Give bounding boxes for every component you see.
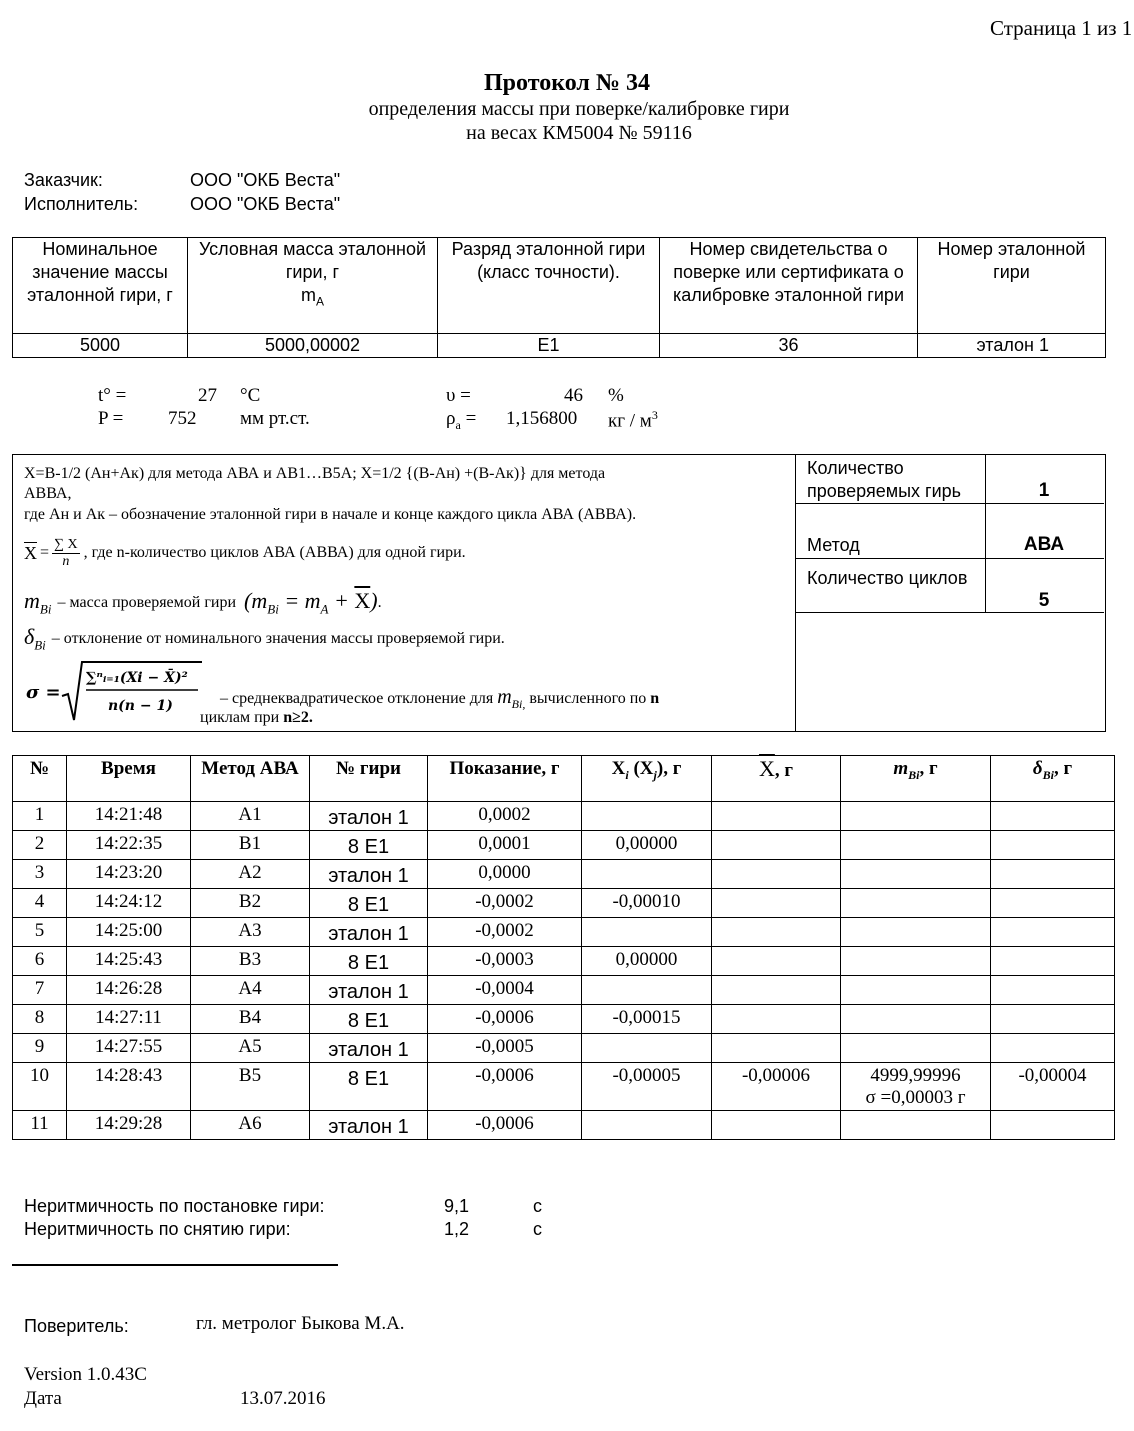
sigma-description-line-2 [200,709,313,727]
cell-number: 11 [13,1111,67,1140]
date-value: 13.07.2016 [240,1388,326,1409]
rhythm-remove-label: Неритмичность по снятию гири: [24,1219,291,1239]
air-density-unit [608,408,658,432]
cycles-label: Количество циклов [807,568,968,588]
svg-text:σ =: σ = [26,682,61,703]
cell-number: 1 [13,802,67,831]
customer-label: Заказчик: [24,170,103,190]
air-density-unit-text: кг / м [608,410,652,432]
page-number: Страница 1 из 1 [990,16,1133,40]
date-label: Дата [24,1388,62,1409]
cell-reading: -0,0006 [428,1005,582,1034]
side-divider-2 [795,558,1104,559]
svg-text:n(n − 1): n(n − 1) [108,698,173,714]
cell-time: 14:24:12 [67,889,191,918]
side-divider-vertical [985,454,986,612]
cell-weight: эталон 1 [310,918,428,947]
cell-reading: -0,0002 [428,889,582,918]
reference-weight-table [12,237,1106,358]
ref-cell-nominal: 5000 [13,334,188,358]
cell-x-mean [712,831,841,860]
executor-label: Исполнитель: [24,194,139,214]
cell-m [841,1063,991,1111]
cell-weight: 8 E1 [310,1005,428,1034]
cell-time: 14:25:43 [67,947,191,976]
formula-line-1: X=B-1/2 (Ан+Ак) для метода АВА и АВ1…В5А; X=1/2 {(B-Ан) +(B-Ак)} для метода [24,465,606,482]
humidity-unit: % [608,385,624,406]
air-density-equals: = [465,408,477,429]
cell-x: 0,00000 [582,947,712,976]
deviation-description: – отклонение от номинального значения массы проверяемой гири. [51,629,505,647]
table-row [13,1063,1115,1111]
sigma-description-text1: – среднеквадратическое отклонение для [220,690,494,707]
cell-time: 14:22:35 [67,831,191,860]
cell-number: 10 [13,1063,67,1111]
side-divider-3 [795,612,1104,613]
humidity-label: υ = [446,385,471,406]
cell-x-mean [712,947,841,976]
count-label: Количество проверяемых гирь [807,458,962,501]
air-density-unit-exponent: 3 [651,408,658,422]
sigma-description-condition: n≥2. [283,709,313,726]
ref-header-ma-symbol: m [300,285,316,305]
cell-reading: -0,0002 [428,918,582,947]
cell-x [582,918,712,947]
table-row [13,802,1115,831]
air-density-symbol: ρ [446,408,456,429]
cell-weight: 8 E1 [310,889,428,918]
cell-method: A2 [191,860,310,889]
cell-x [582,976,712,1005]
deviation-formula: $\delta_{Bi}$ – отклонение от номинального значения массы проверяемой гири. [24,624,505,653]
ref-header-conventional-mass-text: Условная масса эталонной гири, г [198,239,427,282]
cell-weight: эталон 1 [310,976,428,1005]
ref-header-ma-subscript: A [315,294,324,309]
version-label: Version 1.0.43C [24,1364,147,1385]
cell-number: 9 [13,1034,67,1063]
cell-method: B3 [191,947,310,976]
side-divider-1 [795,503,1104,504]
ref-header-nominal: Номинальное значение массы эталонной гири, г [13,238,188,334]
cell-time: 14:27:55 [67,1034,191,1063]
cell-m [841,831,991,860]
cell-reading: -0,0004 [428,976,582,1005]
cell-reading: -0,0005 [428,1034,582,1063]
col-header-reading: Показание, г [428,756,582,802]
sigma-formula-graphic [24,658,204,724]
cell-sigma-value: σ =0,00003 г [865,1087,966,1108]
verifier-label: Поверитель: [24,1316,129,1336]
cell-m [841,947,991,976]
cell-number: 3 [13,860,67,889]
air-density-label [446,408,476,433]
cell-delta [991,831,1115,860]
cell-method: B2 [191,889,310,918]
table-row [13,1005,1115,1034]
table-row [13,860,1115,889]
ref-header-class: Разряд эталонной гири (класс точности). [438,238,660,334]
document-subtitle-1: определения массы при поверке/калибровке гири [368,98,790,120]
mean-fraction [52,537,80,570]
air-density-value: 1,156800 [506,408,578,429]
cell-x: -0,00015 [582,1005,712,1034]
humidity-value: 46 [564,385,583,406]
col-header-delta: $\delta_{Bi}$, г [991,756,1115,802]
ref-cell-number: эталон 1 [918,334,1106,358]
cell-time: 14:23:20 [67,860,191,889]
ref-header-certificate: Номер свидетельства о поверке или сертификата о калибровке эталонной гири [660,238,918,334]
cell-m [841,1111,991,1140]
cell-m [841,1034,991,1063]
cell-delta [991,1034,1115,1063]
cell-x-mean [712,918,841,947]
svg-text:∑ⁿᵢ₌₁(Xi − X̄)²: ∑ⁿᵢ₌₁(Xi − X̄)² [86,670,188,686]
temperature-unit: °C [240,385,261,406]
air-density-subscript: a [455,417,461,432]
pressure-unit: мм рт.ст. [240,408,310,429]
cell-time: 14:21:48 [67,802,191,831]
temperature-label: t° = [98,385,127,406]
document-subtitle-2: на весах КМ5004 № 59116 [466,122,692,144]
cell-method: A5 [191,1034,310,1063]
cell-method: A6 [191,1111,310,1140]
verifier-name: гл. метролог Быкова М.А. [196,1313,405,1334]
cell-delta: -0,00004 [991,1063,1115,1111]
cell-m [841,976,991,1005]
mass-description: – масса проверяемой гири [57,593,237,611]
ref-cell-mass: 5000,00002 [188,334,438,358]
cell-x: -0,00010 [582,889,712,918]
cell-delta [991,1111,1115,1140]
ref-header-conventional-mass [188,238,438,334]
cell-time: 14:29:28 [67,1111,191,1140]
cell-x: 0,00000 [582,831,712,860]
rhythm-place-value: 9,1 [444,1196,470,1216]
cell-m-value: 4999,99996 [870,1065,961,1086]
cell-x-mean [712,1034,841,1063]
pressure-label: P = [98,408,124,429]
mean-fraction-numerator: ∑ X [54,536,78,552]
sigma-description-text3: циклам при [200,709,280,726]
cell-x-mean [712,802,841,831]
customer-value: ООО "ОКБ Веста" [190,170,341,190]
cell-x [582,1111,712,1140]
cell-number: 6 [13,947,67,976]
mean-fraction-denominator: n [62,553,70,569]
executor-value: ООО "ОКБ Веста" [190,194,341,214]
cell-reading: 0,0002 [428,802,582,831]
cell-weight: эталон 1 [310,802,428,831]
cell-reading: -0,0006 [428,1063,582,1111]
cell-reading: 0,0001 [428,831,582,860]
cell-time: 14:26:28 [67,976,191,1005]
col-header-weight: № гири [310,756,428,802]
rhythm-remove-unit: с [533,1219,542,1239]
cell-delta [991,947,1115,976]
cell-x-mean [712,860,841,889]
mean-symbol: $\overline{X}$ [24,542,37,563]
count-value: 1 [1038,480,1050,501]
mass-formula: $m_{Bi}$ – масса проверяемой гири $(m_{Bi} = m_A + \overline{X})$ . [24,588,382,617]
cell-x [582,802,712,831]
mean-description: , где n-количество циклов АВА (АВВА) для одной гири. [83,544,466,561]
method-label: Метод [807,535,860,555]
cell-weight: 8 E1 [310,831,428,860]
cell-method: A1 [191,802,310,831]
cell-x: -0,00005 [582,1063,712,1111]
table-row [13,976,1115,1005]
col-header-m: $m_{Bi}$, г [841,756,991,802]
method-value: АВА [1023,534,1065,555]
cell-reading: -0,0006 [428,1111,582,1140]
cell-weight: 8 E1 [310,1063,428,1111]
cell-x [582,1034,712,1063]
rhythm-place-unit: с [533,1196,542,1216]
cell-number: 2 [13,831,67,860]
cell-x-mean [712,976,841,1005]
cell-reading: -0,0003 [428,947,582,976]
cell-number: 5 [13,918,67,947]
table-row [13,1034,1115,1063]
cell-weight: 8 E1 [310,947,428,976]
sigma-description-n: n [650,690,660,707]
cell-number: 7 [13,976,67,1005]
table-row [13,889,1115,918]
cell-x-mean [712,889,841,918]
ref-cell-class: E1 [438,334,660,358]
cell-number: 8 [13,1005,67,1034]
table-row [13,831,1115,860]
cell-method: A4 [191,976,310,1005]
cell-weight: эталон 1 [310,1111,428,1140]
cell-method: B5 [191,1063,310,1111]
ref-header-number: Номер эталонной гири [918,238,1106,334]
col-header-method: Метод АВА [191,756,310,802]
cell-m [841,1005,991,1034]
table-row [13,1111,1115,1140]
cell-delta [991,889,1115,918]
table-row [13,947,1115,976]
cell-time: 14:25:00 [67,918,191,947]
measurement-table-body [13,802,1115,1140]
col-header-x: $X_i$ $(X_j)$, г [582,756,712,802]
document-title: Протокол № 34 [484,70,650,96]
formula-line-2: где Ан и Ак – обозначение эталонной гири в начале и конце каждого цикла АВА (АВВА). [24,506,637,523]
cycles-value: 5 [1038,590,1050,611]
temperature-value: 27 [198,385,217,406]
cell-time: 14:28:43 [67,1063,191,1111]
cell-method: B1 [191,831,310,860]
cell-x-mean: -0,00006 [712,1063,841,1111]
formula-line-1b: АВВА, [24,485,72,502]
table-row [13,918,1115,947]
cell-delta [991,802,1115,831]
cell-time: 14:27:11 [67,1005,191,1034]
cell-x-mean [712,1111,841,1140]
cell-m [841,918,991,947]
col-header-x-mean: $\overline{X}$, г [712,756,841,802]
cell-x-mean [712,1005,841,1034]
measurement-table [12,755,1115,1140]
cell-reading: 0,0000 [428,860,582,889]
mean-formula: $\overline{X}$ = $\frac{\sum X}{n}$ , где n-количество циклов АВА (АВВА) для одной гири. [24,536,466,569]
rhythm-place-label: Неритмичность по постановке гири: [24,1196,325,1216]
cell-delta [991,1005,1115,1034]
cell-x [582,860,712,889]
rhythm-remove-value: 1,2 [444,1219,470,1239]
cell-weight: эталон 1 [310,860,428,889]
col-header-time: Время [67,756,191,802]
sigma-description-text2: вычисленного по [529,690,647,707]
cell-m [841,889,991,918]
cell-method: A3 [191,918,310,947]
sigma-formula [24,658,204,724]
cell-m [841,802,991,831]
cell-delta [991,918,1115,947]
cell-delta [991,976,1115,1005]
col-header-number: № [13,756,67,802]
cell-method: B4 [191,1005,310,1034]
ref-cell-certificate: 36 [660,334,918,358]
separator-line [12,1264,338,1266]
pressure-value: 752 [168,408,197,429]
sigma-description-line-1: – среднеквадратическое отклонение для $m_{Bi,}$ вычисленного по n [220,686,660,711]
cell-m [841,860,991,889]
cell-weight: эталон 1 [310,1034,428,1063]
cell-number: 4 [13,889,67,918]
cell-delta [991,860,1115,889]
